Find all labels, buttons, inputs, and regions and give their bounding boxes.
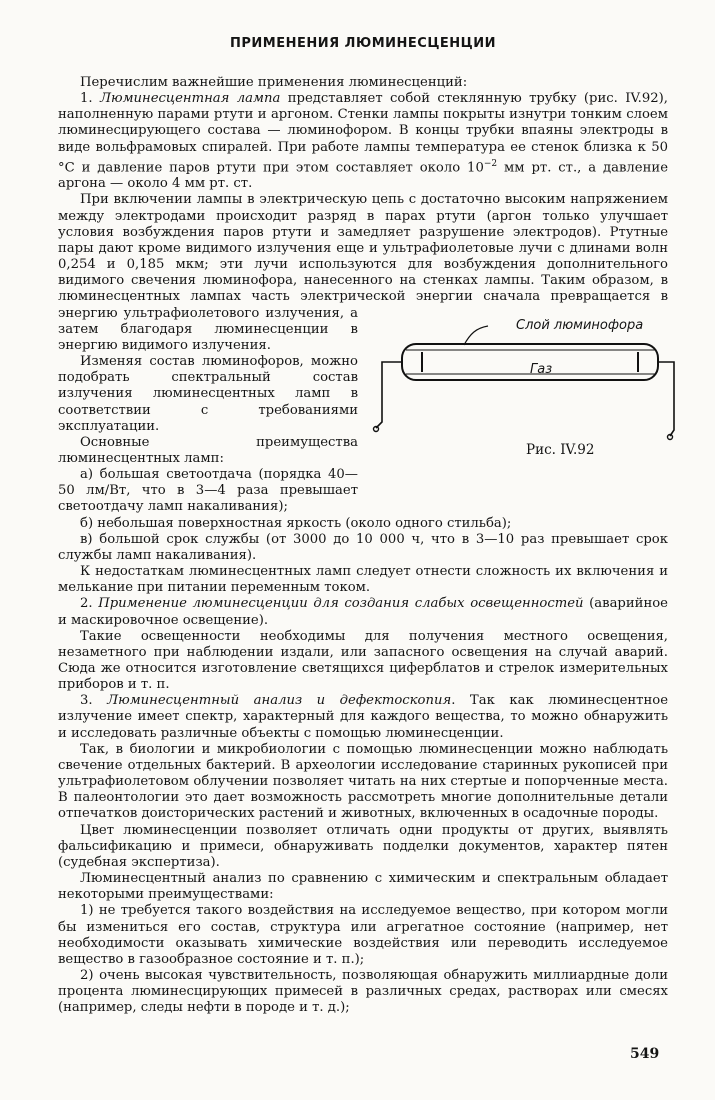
item-title: Применение люминесценции для создания слабых освещенностей — [98, 596, 584, 612]
exponent: −2 — [483, 158, 498, 169]
paragraph-1 — [58, 91, 668, 192]
item-title: Люминесцентный анализ и дефектоскопия — [107, 693, 452, 709]
paragraph-text: При включении лампы в электрическую цепь с достаточно высоким напряжением между электродами происходит разряд в парах ртути (аргон только улучшает условия возбуждения паров ртути и замедляет разрушение электродов). Ртутные пары дают кроме видимого излучения еще и ультрафиолетовые лучи с длинами волн 0,254 и 0,185 мкм; эти лучи используются для возбуждения дополнительного видимого свечения люминофора, нанесенного на стенках лампы. Таким образом, в люминесцентных лампах часть электрической энергии сначала превращается в энергию у Слой люминофора Газ Рис. IV.92 льтрафиолетового излучения, а затем благодаря люминесценции в энергию видимого излучения. — [58, 192, 668, 352]
paragraph-6 — [58, 596, 668, 628]
paragraph-10: Цвет люминесценции позволяет отличать одни продукты от других, выявлять фальсификацию и примеси, обнаруживать подделки документов, характер пятен (судебная экспертиза). — [58, 822, 668, 870]
figure-label-phosphor-layer: Слой люминофора — [516, 317, 644, 333]
paragraph-9: Так, в биологии и микробиологии с помощью люминесценции можно наблюдать свечение отдельных бактерий. В археологии исследование старинных рукописей при ультрафиолетовом облучении позволяет читать на них стертые и попорченные места. В палеонтологии это дает возможность рассмотреть многие дополнительные детали отпечатков доисторических растений и животных, включенных в осадочные породы. — [58, 741, 668, 822]
advantage-a: а) большая светоотдача (порядка 40—50 лм/Вт, что в 3—4 раза превышает светоотдачу ламп накаливания); — [58, 467, 358, 515]
item-number: 3. — [80, 693, 108, 709]
paragraph-13: 2) очень высокая чувствительность, позволяющая обнаружить миллиардные доли процента люминесцирующих примесей в различных средах, растворах или смесях (например, следы нефти в породе и т. д.); — [58, 967, 668, 1016]
paragraph-12: 1) не требуется такого воздействия на исследуемое вещество, при котором могли бы измениться его состав, структура или агрегатное состояние (например, нет необходимости оказывать химические воздействия или переводить исследуемое вещество в газообразное состояние и т. п.); — [58, 903, 668, 967]
label-leader — [464, 326, 488, 345]
paragraph-intro: Перечислим важнейшие применения люминесценций: — [80, 75, 468, 90]
item-title: Люминесцентная лампа — [99, 91, 281, 107]
paragraph-text: (аварийное и маскировочное освещение). — [58, 596, 668, 628]
wire-right — [658, 362, 674, 436]
figure-caption: Рис. IV.92 — [526, 441, 595, 458]
page — [58, 36, 668, 1016]
page-number: 549 — [630, 1046, 660, 1062]
figure-label-gas: Газ — [530, 361, 553, 377]
lamp-diagram — [372, 312, 690, 498]
paragraph-3: Изменяя состав люминофоров, можно подобрать спектральный состав излучения люминесцентных ламп в соответствии с требованиями эксплуатации. — [58, 354, 358, 434]
advantage-b: б) небольшая поверхностная яркость (около одного стильба); — [80, 515, 512, 531]
paragraph-5: К недостаткам люминесцентных ламп следует отнести сложность их включения и мелькание при питании переменным током. — [58, 564, 668, 596]
paragraph-11: Люминесцентный анализ по сравнению с химическим и спектральным обладает некоторыми преимуществами: — [58, 871, 668, 903]
paragraph-text: представляет собой стеклянную трубку (рис. IV.92), наполненную парами ртути и аргоном. Стенки лампы покрыты изнутри тонким слоем люминесцирующего состава — люминофором. В концы трубки впаяны электроды в виде вольфрамовых спиралей. При работе лампы температура ее стенок близка к 50 °С и давление паров ртути при этом составляет около 10 — [58, 91, 668, 176]
advantage-c: в) большой срок службы (от 3000 до 10 000 ч, что в 3—10 раз превышает срок службы ламп накаливания). — [58, 531, 668, 563]
figure-lamp — [372, 312, 690, 498]
paragraph-text: . Так как люминесцентное излучение имеет спектр, характерный для каждого вещества, то можно обнаружить и исследовать различные объекты с помощью люминесценции. — [58, 693, 668, 741]
paragraph-4: Основные преимущества люминесцентных ламп: — [58, 434, 358, 466]
paragraph-7: Такие освещенности необходимы для получения местного освещения, незаметного при наблюдении издали, или запасного освещения на случай аварий. Сюда же относится изготовление светящихся циферблатов и стрелок измерительных приборов и т. п. — [58, 628, 668, 693]
wire-left — [376, 362, 402, 428]
paragraph-text-end: мм рт. ст., а давление аргона — около 4 мм рт. ст. — [58, 160, 668, 192]
item-number: 2. — [80, 596, 99, 612]
paragraph-8 — [58, 693, 668, 741]
page-title: ПРИМЕНЕНИЯ ЛЮМИНЕСЦЕНЦИИ — [230, 36, 496, 51]
item-number: 1. — [80, 91, 100, 107]
